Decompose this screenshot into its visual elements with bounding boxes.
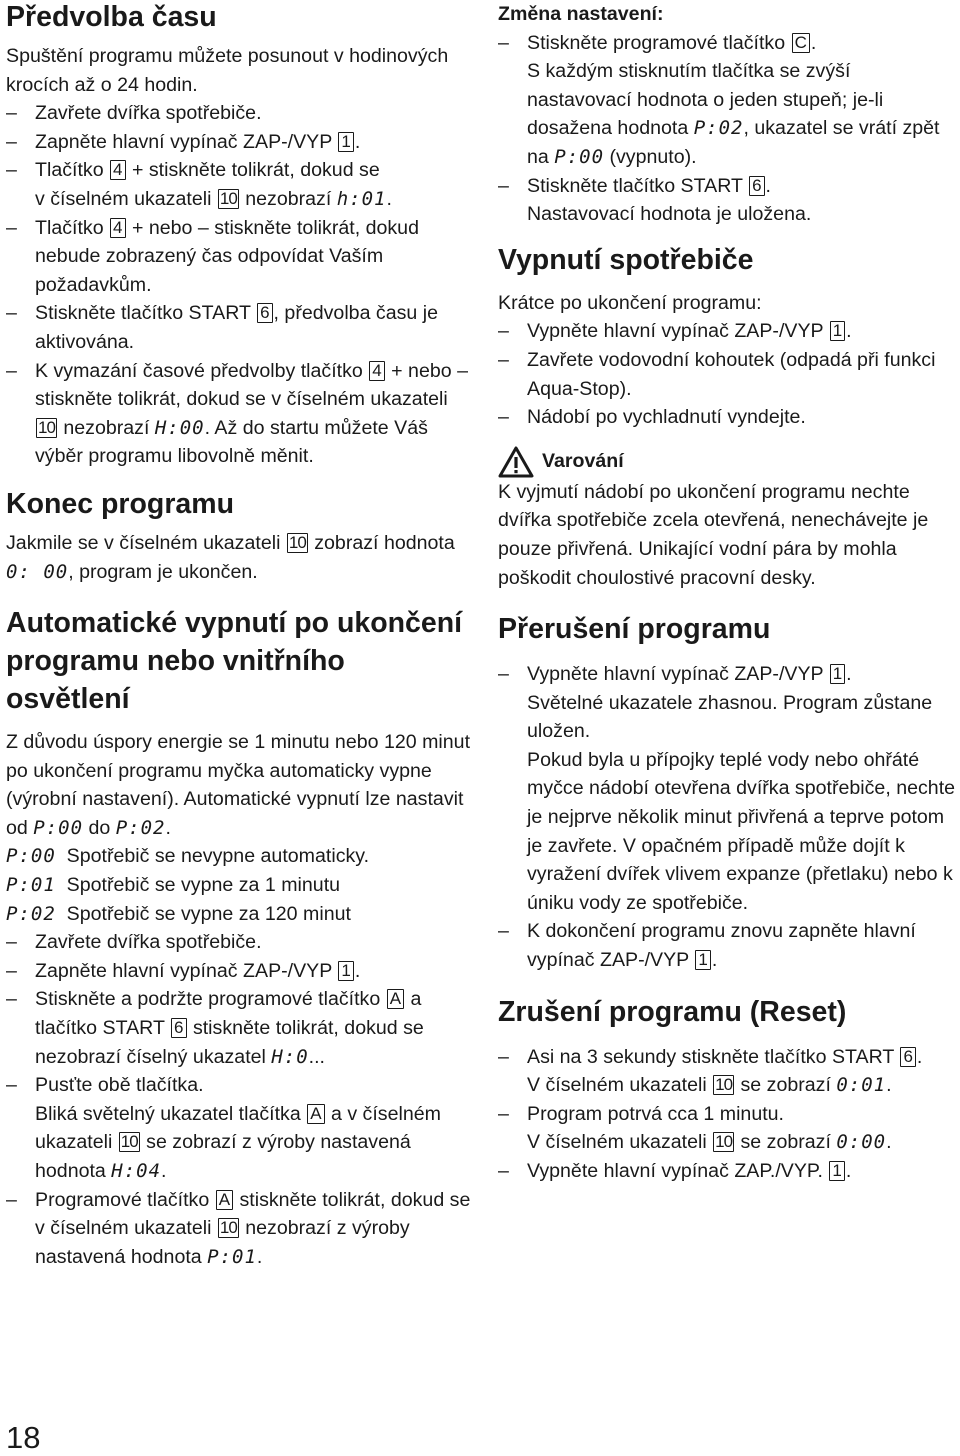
left-column (6, 0, 472, 1271)
section-title-preruseni: Přerušení programu (498, 613, 771, 646)
list-item: – Nádobí po vychladnutí vyndejte. (498, 403, 956, 432)
key-4: 4 (110, 218, 125, 238)
display-value: h:01 (336, 187, 387, 210)
page-number: 18 (6, 1420, 41, 1455)
key-6: 6 (171, 1018, 186, 1038)
list-item: – Program potrvá cca 1 minutu. V číselném ukazateli 10 se zobrazí 0:00. (498, 1100, 956, 1157)
list-item: – Asi na 3 sekundy stiskněte tlačítko START 6 . V číselném ukazateli 10 se zobrazí 0:01. (498, 1043, 956, 1100)
list-item: – Stiskněte tlačítko START 6 . Nastavovací hodnota je uložena. (498, 172, 956, 229)
key-10: 10 (38, 417, 55, 437)
subsection-title-zmena: Změna nastavení: (498, 3, 664, 25)
key-10: 10 (120, 1132, 138, 1152)
display-value: H:0 (271, 1045, 309, 1068)
key-1: 1 (338, 961, 353, 981)
display-value: 0: 00 (6, 560, 69, 583)
warning-triangle-icon (498, 446, 534, 478)
key-10: 10 (288, 532, 306, 552)
key-1: 1 (830, 321, 845, 341)
section-title-vypnuti: Vypnutí spotřebiče (498, 243, 754, 276)
key-4: 4 (369, 361, 384, 381)
list-item: – Tlačítko 4 + nebo – stiskněte tolikrát, dokud nebude zobrazený čas odpovídat Vaším požadavkům. (6, 214, 472, 300)
list-item: – Vypněte hlavní vypínač ZAP-/VYP 1 . (498, 317, 956, 346)
key-a: A (307, 1104, 324, 1124)
list-item: – Zapněte hlavní vypínač ZAP-/VYP 1 . (6, 957, 472, 986)
konec-text: Jakmile se v číselném ukazateli 10 zobrazí hodnota 0: 00, program je ukončen. (6, 531, 455, 583)
list-item: – Stiskněte a podržte programové tlačítko A a tlačítko START 6 stiskněte tolikrát, dokud se nezobrazí číselný ukazatel H:0... (6, 985, 472, 1071)
display-value: P:01 (207, 1245, 257, 1268)
key-6: 6 (900, 1047, 915, 1067)
predvolba-intro: Spuštění programu můžete posunout v hodinových krocích až o 24 hodin. (6, 45, 449, 96)
automaticke-intro: Z důvodu úspory energie se 1 minutu nebo 120 minut po ukončení programu myčka automaticky vypne (výrobní nastavení). Automatické vypnutí lze nastavit od P:00 do P:02. (6, 731, 471, 839)
key-c: C (792, 33, 810, 53)
option-p02: P:02 Spotřebič se vypne za 120 minut (6, 902, 351, 925)
key-a: A (387, 989, 404, 1009)
key-10: 10 (715, 1132, 733, 1152)
section-title-predvolba: Předvolba času (6, 1, 217, 33)
display-value: P:00 (33, 816, 84, 839)
automaticke-steps (6, 928, 472, 1271)
key-1: 1 (338, 132, 353, 152)
display-value: 0:01 (836, 1074, 887, 1097)
vypnuti-intro: Krátce po ukončení programu: (498, 291, 762, 314)
key-10: 10 (219, 1218, 237, 1238)
key-a: A (216, 1190, 233, 1210)
list-item: – Programové tlačítko A stiskněte tolikrát, dokud se v číselném ukazateli 10 nezobrazí z výroby nastavená hodnota P:01. (6, 1186, 472, 1272)
list-item: – Zavřete dvířka spotřebiče. (6, 928, 472, 957)
key-10: 10 (715, 1075, 733, 1095)
list-item: – Vypněte hlavní vypínač ZAP./VYP. 1 . (498, 1157, 956, 1186)
list-item: – Vypněte hlavní vypínač ZAP-/VYP 1 . Světelné ukazatele zhasnou. Program zůstane uložen. Pokud byla u přípojky teplé vody nebo ohřáté myčce nádobí otevřena dvířka spotřebiče, nechte je nejprve několik minut přivřená a teprve potom je zavřete. V opačném případě může dojít k vyražení dvířek vlivem expanze (přetlaku) nebo k úniku vody ze spotřebiče. (498, 660, 956, 917)
key-4: 4 (110, 160, 125, 180)
predvolba-steps (6, 99, 472, 471)
list-item: – Zapněte hlavní vypínač ZAP-/VYP 1 . (6, 128, 472, 157)
list-item: – Zavřete dvířka spotřebiče. (6, 99, 472, 128)
option-p01: P:01 Spotřebič se vypne za 1 minutu (6, 874, 341, 897)
list-item: – K dokončení programu znovu zapněte hlavní vypínač ZAP-/VYP 1 . (498, 917, 956, 974)
section-title-reset: Zrušení programu (Reset) (498, 995, 847, 1028)
zmena-steps (498, 29, 956, 229)
list-item: – Pusťte obě tlačítka. Bliká světelný ukazatel tlačítka A a v číselném ukazateli 10 se zobrazí z výroby nastavená hodnota H:04. (6, 1071, 472, 1185)
warning-heading (498, 446, 956, 478)
section-title-konec: Konec programu (6, 487, 235, 520)
preruseni-steps (498, 660, 956, 975)
list-item: – Stiskněte tlačítko START 6 , předvolba času je aktivována. (6, 299, 472, 356)
right-column (498, 0, 956, 1186)
display-value: 0:00 (836, 1131, 887, 1154)
key-1: 1 (695, 950, 710, 970)
list-item: – Stiskněte programové tlačítko C . S každým stisknutím tlačítka se zvýší nastavovací hodnota o jeden stupeň; je-li dosažena hodnota P:02, ukazatel se vrátí zpět na P:00 (vypnuto). (498, 29, 956, 172)
reset-steps (498, 1043, 956, 1186)
warning-label: Varování (542, 450, 624, 473)
display-value: P:00 (554, 145, 605, 168)
display-value: H:00 (154, 416, 205, 439)
key-6: 6 (257, 303, 272, 323)
display-value: H:04 (111, 1160, 162, 1182)
vypnuti-steps (498, 317, 956, 431)
list-item: – K vymazání časové předvolby tlačítko 4 + nebo – stiskněte tolikrát, dokud se v číselném ukazateli 10 nezobrazí H:00. Až do startu můžete Váš výběr programu libovolně měnit. (6, 357, 472, 471)
list-item: – Tlačítko 4 + stiskněte tolikrát, dokud se v číselném ukazateli 10 nezobrazí h:01. (6, 156, 472, 213)
key-1: 1 (830, 664, 845, 684)
key-6: 6 (749, 176, 764, 196)
option-p00: P:00 Spotřebič se nevypne automaticky. (6, 845, 370, 868)
display-value: P:02 (115, 816, 166, 839)
section-title-automaticke: Automatické vypnutí po ukončení programu nebo vnitřního osvětlení (6, 607, 463, 716)
list-item: – Zavřete vodovodní kohoutek (odpadá při funkci Aqua-Stop). (498, 346, 956, 403)
key-10: 10 (219, 188, 237, 208)
display-value: P:02 (693, 117, 744, 140)
key-1: 1 (829, 1161, 844, 1181)
warning-text: K vyjmutí nádobí po ukončení programu nechte dvířka spotřebiče zcela otevřená, nenechávejte je pouze přivřená. Unikající vodní pára by mohla poškodit choulostivé pracovní desky. (498, 480, 929, 589)
